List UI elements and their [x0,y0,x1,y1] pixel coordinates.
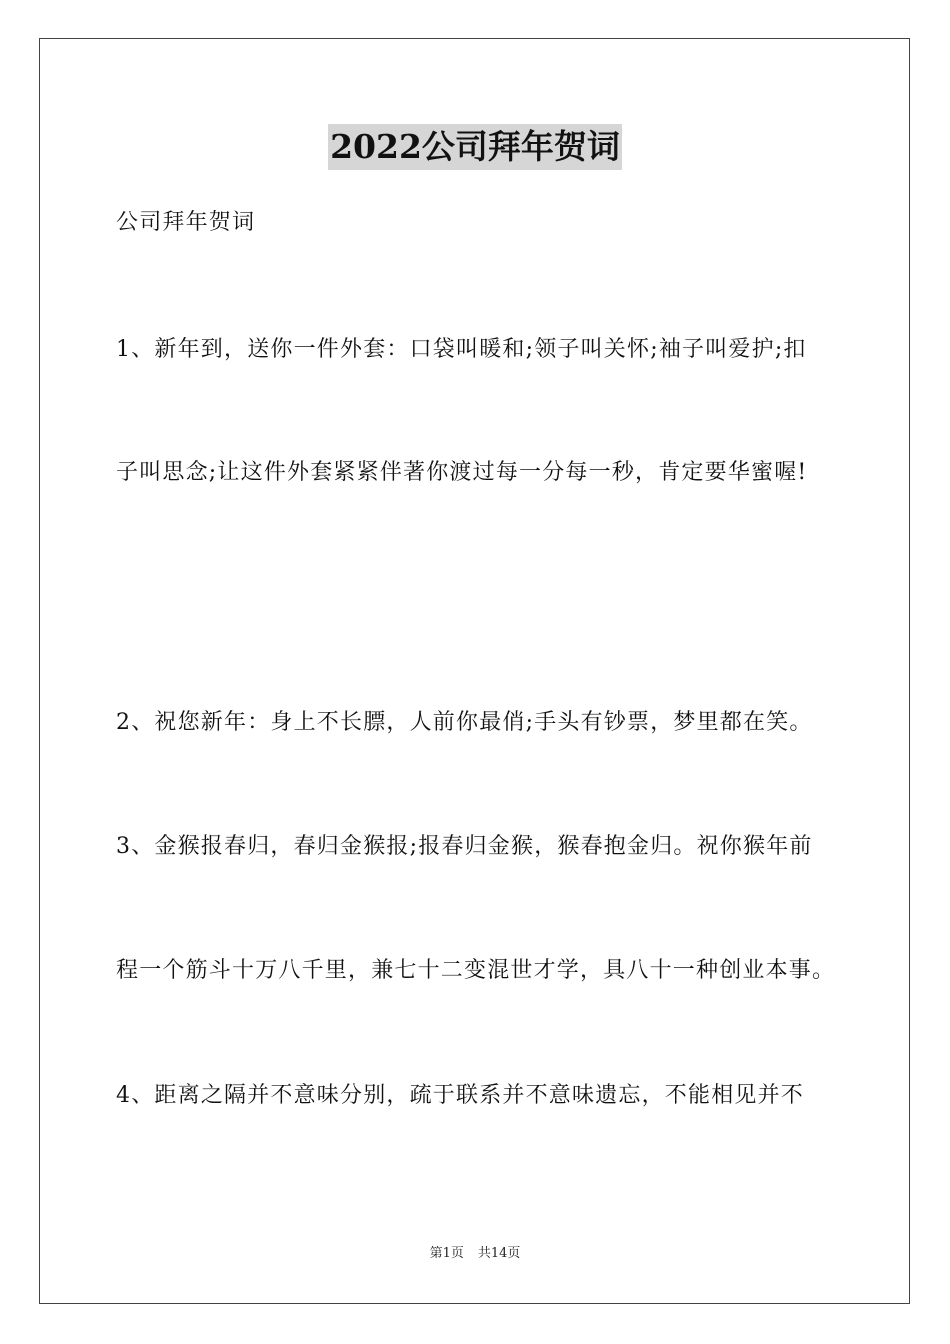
document-title: 2022公司拜年贺词 [328,124,622,170]
paragraph-line: 1、新年到，送你一件外套：口袋叫暖和;领子叫关怀;袖子叫爱护;扣 [116,337,807,362]
paragraph-line: 程一个筋斗十万八千里，兼七十二变混世才学，具八十一种创业本事。 [116,958,836,983]
paragraph-line: 2、祝您新年：身上不长膘，人前你最俏;手头有钞票，梦里都在笑。 [116,710,813,735]
paragraph-line: 4、距离之隔并不意味分别，疏于联系并不意味遗忘，不能相见并不 [116,1083,804,1108]
page-footer [0,1245,950,1263]
page-number-current: 第1页 [429,1246,464,1261]
paragraph-line: 3、金猴报春归，春归金猴报;报春归金猴，猴春抱金归。祝你猴年前 [116,834,813,859]
paragraph-line: 子叫思念;让这件外套紧紧伴著你渡过每一分每一秒，肯定要华蜜喔! [116,460,808,485]
subtitle-line: 公司拜年贺词 [116,210,256,235]
page-number-total: 共14页 [477,1246,521,1261]
document-title-container [0,124,950,174]
